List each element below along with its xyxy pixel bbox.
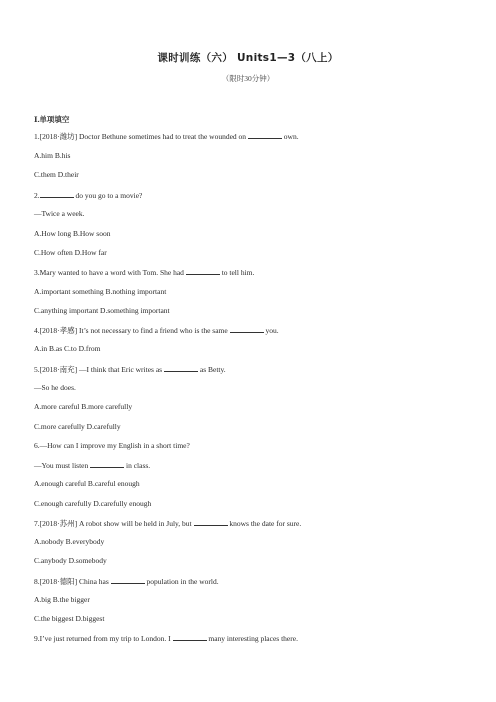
options: A.important something B.nothing important [34, 287, 167, 296]
question-8: 8.[2018·德阳] China has population in the world. [34, 577, 219, 586]
section-heading: Ⅰ.单项填空 [34, 115, 70, 124]
options: A.nobody B.everybody [34, 537, 105, 546]
options: C.How often D.How far [34, 248, 107, 257]
question-1: 1.[2018·潍坊] Doctor Bethune sometimes had to treat the wounded on own. [34, 132, 299, 141]
options: A.How long B.How soon [34, 229, 111, 238]
answer-blank [230, 325, 264, 333]
options: A.big B.the bigger [34, 595, 90, 604]
options: C.more carefully D.carefully [34, 422, 121, 431]
options: C.anything important D.something important [34, 306, 170, 315]
answer-blank [40, 190, 74, 198]
options: A.more careful B.more carefully [34, 402, 133, 411]
answer-blank [90, 460, 124, 468]
options: C.them D.their [34, 170, 79, 179]
page-title: 课时训练（六） Units1—3（八上） [157, 52, 339, 64]
answer-blank [173, 633, 207, 641]
answer-line: —So he does. [34, 383, 76, 392]
options: A.him B.his [34, 151, 71, 160]
question-5: 5.[2018·南充] —I think that Eric writes as as Betty. [34, 365, 226, 374]
answer-blank [164, 364, 198, 372]
answer-line: —Twice a week. [34, 209, 85, 218]
answer-line: —You must listen in class. [34, 461, 151, 470]
options: A.in B.as C.to D.from [34, 344, 101, 353]
answer-blank [194, 518, 228, 526]
question-9: 9.I’ve just returned from my trip to London. I many interesting places there. [34, 634, 298, 643]
question-6: 6.—How can I improve my English in a short time? [34, 441, 190, 450]
answer-blank [111, 576, 145, 584]
options: C.enough carefully D.carefully enough [34, 499, 152, 508]
time-limit: （限时30分钟） [221, 74, 275, 83]
question-3: 3.Mary wanted to have a word with Tom. She had to tell him. [34, 268, 255, 277]
options: C.anybody D.somebody [34, 556, 107, 565]
answer-blank [248, 131, 282, 139]
options: A.enough careful B.careful enough [34, 479, 140, 488]
question-4: 4.[2018·孝感] It’s not necessary to find a friend who is the same you. [34, 326, 279, 335]
question-2: 2. do you go to a movie? [34, 191, 143, 200]
answer-blank [186, 267, 220, 275]
question-7: 7.[2018·苏州] A robot show will be held in July, but knows the date for sure. [34, 519, 302, 528]
options: C.the biggest D.biggest [34, 614, 105, 623]
